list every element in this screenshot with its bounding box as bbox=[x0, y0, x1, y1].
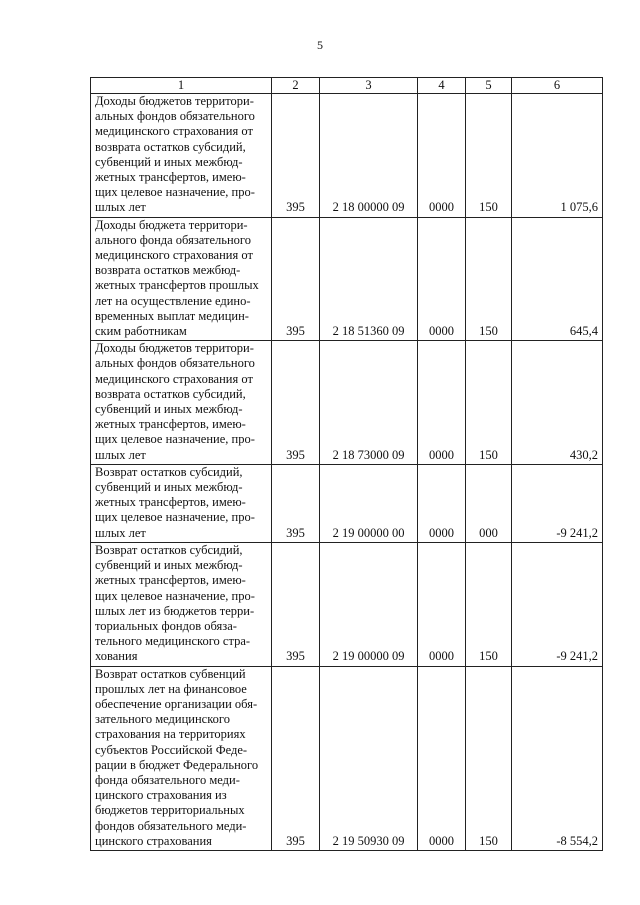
column-header: 4 bbox=[418, 78, 466, 94]
row-name-line: цинского страхования bbox=[95, 833, 212, 848]
table-row bbox=[91, 542, 603, 666]
kind-code-cell: 000 bbox=[466, 464, 512, 542]
kind-code-cell: 150 bbox=[466, 542, 512, 666]
table-header-row bbox=[91, 78, 603, 94]
revenue-code-cell: 2 18 00000 09 bbox=[320, 94, 418, 218]
row-name-line: Доходы бюджета территори- bbox=[95, 217, 248, 232]
row-name-line: тельного медицинского стра- bbox=[95, 634, 251, 649]
row-name-line: субвенций и иных межбюд- bbox=[95, 558, 243, 573]
revenue-code-cell: 2 19 00000 09 bbox=[320, 542, 418, 666]
row-name-line: субвенций и иных межбюд- bbox=[95, 402, 243, 417]
row-name-line: шлых лет из бюджетов терри- bbox=[95, 603, 255, 618]
row-name-cell bbox=[91, 94, 272, 218]
subtype-code-cell: 0000 bbox=[418, 217, 466, 341]
admin-code-cell: 395 bbox=[272, 666, 320, 850]
row-name-line: возврата остатков межбюд- bbox=[95, 263, 241, 278]
row-name-line: Возврат остатков субсидий, bbox=[95, 464, 243, 479]
row-name-line: щих целевое назначение, про- bbox=[95, 432, 255, 447]
row-name-line: щих целевое назначение, про- bbox=[95, 510, 255, 525]
row-name-line: жетных трансфертов, имею- bbox=[95, 495, 246, 510]
row-name-cell bbox=[91, 542, 272, 666]
table-row bbox=[91, 94, 603, 218]
amount-cell: -9 241,2 bbox=[512, 542, 603, 666]
subtype-code-cell: 0000 bbox=[418, 341, 466, 465]
amount-cell: -8 554,2 bbox=[512, 666, 603, 850]
admin-code-cell: 395 bbox=[272, 341, 320, 465]
row-name-line: обеспечение организации обя- bbox=[95, 696, 258, 711]
row-name-line: субвенций и иных межбюд- bbox=[95, 154, 243, 169]
row-name-line: субъектов Российской Феде- bbox=[95, 742, 248, 757]
table-row bbox=[91, 217, 603, 341]
subtype-code-cell: 0000 bbox=[418, 542, 466, 666]
subtype-code-cell: 0000 bbox=[418, 94, 466, 218]
column-header: 5 bbox=[466, 78, 512, 94]
column-header: 6 bbox=[512, 78, 603, 94]
row-name-line: шлых лет bbox=[95, 200, 146, 215]
revenue-code-cell: 2 18 51360 09 bbox=[320, 217, 418, 341]
table-body bbox=[91, 94, 603, 851]
row-name-line: Возврат остатков субвенций bbox=[95, 666, 246, 681]
amount-cell: -9 241,2 bbox=[512, 464, 603, 542]
row-name-line: субвенций и иных межбюд- bbox=[95, 480, 243, 495]
row-name-line: ального фонда обязательного bbox=[95, 232, 251, 247]
row-name-line: временных выплат медицин- bbox=[95, 308, 249, 323]
page-number: 5 bbox=[317, 38, 323, 52]
row-name-line: Возврат остатков субсидий, bbox=[95, 542, 243, 557]
kind-code-cell: 150 bbox=[466, 666, 512, 850]
row-name-cell bbox=[91, 464, 272, 542]
revenue-code-cell: 2 18 73000 09 bbox=[320, 341, 418, 465]
table-row bbox=[91, 666, 603, 850]
row-name-line: медицинского страхования от bbox=[95, 124, 253, 139]
row-name-line: альных фондов обязательного bbox=[95, 356, 255, 371]
budget-table bbox=[90, 77, 603, 851]
kind-code-cell: 150 bbox=[466, 341, 512, 465]
row-name-line: щих целевое назначение, про- bbox=[95, 588, 255, 603]
amount-cell: 430,2 bbox=[512, 341, 603, 465]
subtype-code-cell: 0000 bbox=[418, 666, 466, 850]
row-name-line: ториальных фондов обяза- bbox=[95, 618, 237, 633]
admin-code-cell: 395 bbox=[272, 217, 320, 341]
amount-cell: 645,4 bbox=[512, 217, 603, 341]
row-name-line: страхования на территориях bbox=[95, 727, 246, 742]
table-row bbox=[91, 341, 603, 465]
subtype-code-cell: 0000 bbox=[418, 464, 466, 542]
column-header: 2 bbox=[272, 78, 320, 94]
row-name-line: Доходы бюджетов территори- bbox=[95, 341, 254, 356]
row-name-line: цинского страхования из bbox=[95, 788, 227, 803]
kind-code-cell: 150 bbox=[466, 94, 512, 218]
row-name-line: ским работникам bbox=[95, 324, 187, 339]
revenue-code-cell: 2 19 50930 09 bbox=[320, 666, 418, 850]
row-name-line: зательного медицинского bbox=[95, 712, 230, 727]
column-header: 3 bbox=[320, 78, 418, 94]
row-name-line: медицинского страхования от bbox=[95, 371, 253, 386]
row-name-line: рации в бюджет Федерального bbox=[95, 757, 259, 772]
revenue-code-cell: 2 19 00000 00 bbox=[320, 464, 418, 542]
row-name-line: жетных трансфертов, имею- bbox=[95, 573, 246, 588]
row-name-line: бюджетов территориальных bbox=[95, 803, 245, 818]
row-name-line: фонда обязательного меди- bbox=[95, 772, 240, 787]
row-name-line: Доходы бюджетов территори- bbox=[95, 94, 254, 108]
row-name-line: шлых лет bbox=[95, 525, 146, 540]
row-name-line: шлых лет bbox=[95, 447, 146, 462]
row-name-line: лет на осуществление едино- bbox=[95, 293, 251, 308]
row-name-line: прошлых лет на финансовое bbox=[95, 681, 247, 696]
row-name-line: щих целевое назначение, про- bbox=[95, 185, 255, 200]
row-name-line: альных фондов обязательного bbox=[95, 109, 255, 124]
kind-code-cell: 150 bbox=[466, 217, 512, 341]
row-name-line: хования bbox=[95, 649, 138, 664]
admin-code-cell: 395 bbox=[272, 542, 320, 666]
admin-code-cell: 395 bbox=[272, 94, 320, 218]
row-name-line: жетных трансфертов прошлых bbox=[95, 278, 259, 293]
row-name-line: фондов обязательного меди- bbox=[95, 818, 247, 833]
row-name-line: жетных трансфертов, имею- bbox=[95, 417, 246, 432]
column-header: 1 bbox=[91, 78, 272, 94]
row-name-line: жетных трансфертов, имею- bbox=[95, 170, 246, 185]
admin-code-cell: 395 bbox=[272, 464, 320, 542]
row-name-cell bbox=[91, 666, 272, 850]
row-name-line: возврата остатков субсидий, bbox=[95, 386, 246, 401]
table-row bbox=[91, 464, 603, 542]
amount-cell: 1 075,6 bbox=[512, 94, 603, 218]
row-name-line: медицинского страхования от bbox=[95, 248, 253, 263]
row-name-line: возврата остатков субсидий, bbox=[95, 139, 246, 154]
row-name-cell bbox=[91, 341, 272, 465]
row-name-cell bbox=[91, 217, 272, 341]
